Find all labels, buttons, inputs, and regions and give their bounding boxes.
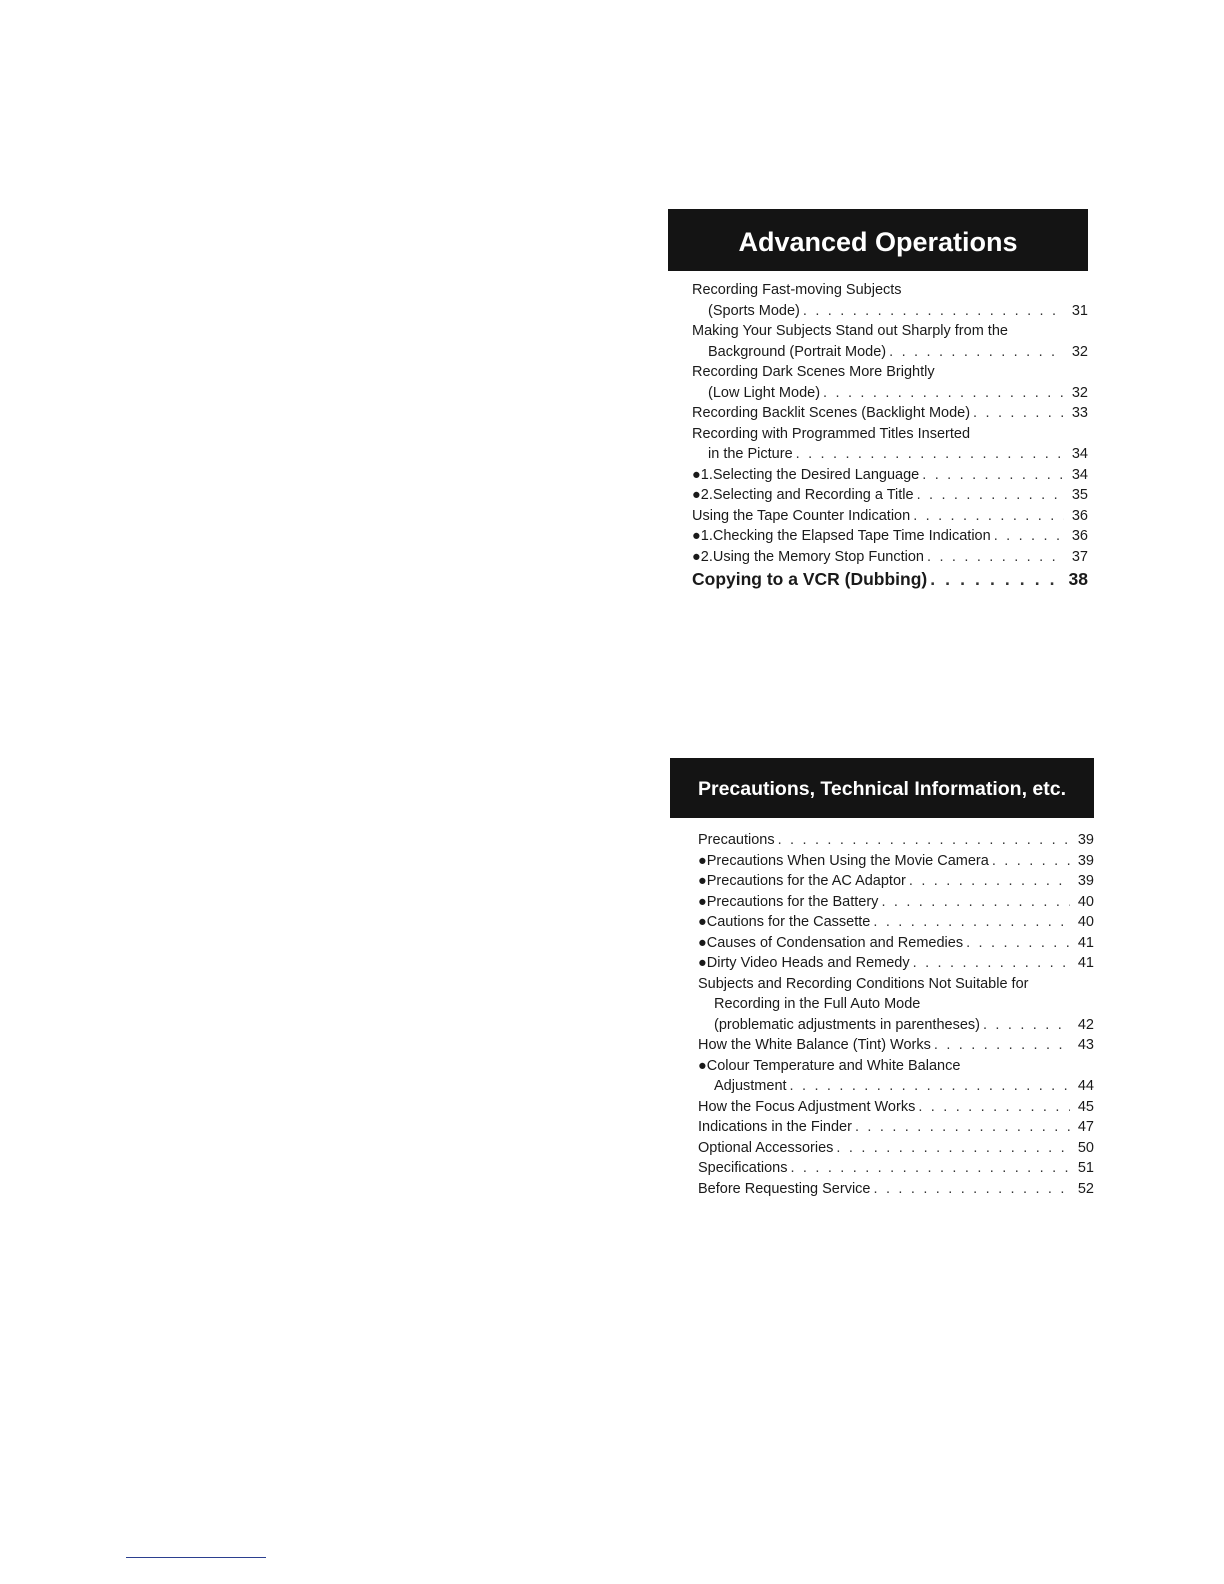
toc-leader-dots xyxy=(918,1097,1070,1118)
toc-leader-dots xyxy=(790,1076,1070,1097)
toc-entry-title: ●Causes of Condensation and Remedies xyxy=(698,934,964,951)
toc-entry-title: Recording Dark Scenes More Brightly xyxy=(692,364,935,380)
toc-entry xyxy=(692,547,1088,568)
toc-entry xyxy=(692,362,1088,383)
toc-leader-dots xyxy=(994,526,1064,547)
toc-entry xyxy=(698,1138,1094,1159)
toc-entry xyxy=(692,424,1088,445)
toc-entry-title: Using the Tape Counter Indication xyxy=(692,507,911,524)
advanced-operations-heading: Advanced Operations xyxy=(668,209,1088,271)
toc-entry xyxy=(692,465,1088,486)
toc-leader-dots xyxy=(922,465,1064,486)
toc-entry-title: Making Your Subjects Stand out Sharply from the xyxy=(692,323,1008,339)
toc-entry xyxy=(698,1097,1094,1118)
toc-entry xyxy=(692,485,1088,506)
toc-entry-title: (problematic adjustments in parentheses) xyxy=(714,1016,980,1033)
toc-entry xyxy=(692,321,1088,342)
toc-entry-title: Recording in the Full Auto Mode xyxy=(714,996,921,1012)
toc-entry xyxy=(692,567,1088,591)
toc-leader-dots xyxy=(874,1179,1071,1200)
toc-entry xyxy=(692,383,1088,404)
toc-entry-title: ●Cautions for the Cassette xyxy=(698,914,871,930)
toc-entry xyxy=(698,994,1094,1015)
toc-entry xyxy=(692,301,1088,322)
toc-entry-title: Recording Backlit Scenes (Backlight Mode) xyxy=(692,405,971,421)
toc-entry xyxy=(698,953,1094,974)
toc-page-number: 45 xyxy=(1077,1098,1094,1115)
toc-entry-title: in the Picture xyxy=(708,446,793,462)
toc-entry-title: Indications in the Finder xyxy=(698,1119,852,1135)
toc-page-number: 50 xyxy=(1077,1139,1094,1156)
toc-entry-title: (Low Light Mode) xyxy=(708,384,821,401)
toc-entry xyxy=(698,892,1094,913)
toc-page-number: 32 xyxy=(1071,343,1088,360)
toc-page-number: 31 xyxy=(1071,302,1088,319)
toc-leader-dots xyxy=(881,892,1070,913)
toc-page-number: 38 xyxy=(1068,569,1088,589)
toc-entry-title: ●Precautions for the Battery xyxy=(698,893,879,910)
precautions-section xyxy=(670,758,1094,1199)
toc-leader-dots xyxy=(855,1117,1070,1138)
advanced-operations-toc xyxy=(668,280,1088,591)
toc-entry xyxy=(692,403,1088,424)
toc-page-number: 41 xyxy=(1077,955,1094,971)
toc-page-number: 43 xyxy=(1077,1037,1094,1053)
toc-entry xyxy=(698,1076,1094,1097)
advanced-operations-section xyxy=(668,209,1088,591)
toc-entry xyxy=(698,912,1094,933)
toc-entry xyxy=(692,444,1088,465)
toc-page-number: 39 xyxy=(1077,852,1094,869)
toc-page-number: 39 xyxy=(1077,832,1094,848)
toc-leader-dots xyxy=(796,444,1064,465)
toc-entry-title: Adjustment xyxy=(714,1078,787,1094)
toc-leader-dots xyxy=(790,1158,1070,1179)
toc-leader-dots xyxy=(992,851,1070,872)
toc-entry-title: Precautions xyxy=(698,832,775,848)
toc-entry-title: Recording with Programmed Titles Inserted xyxy=(692,425,971,442)
toc-entry xyxy=(698,1179,1094,1200)
toc-page-number: 33 xyxy=(1071,405,1088,421)
toc-entry xyxy=(698,1117,1094,1138)
toc-page-number: 40 xyxy=(1077,914,1094,930)
toc-page-number: 42 xyxy=(1077,1016,1094,1033)
toc-entry-title: Specifications xyxy=(698,1160,788,1176)
toc-leader-dots xyxy=(913,953,1070,974)
toc-leader-dots xyxy=(823,383,1064,404)
toc-entry-title: ●Precautions When Using the Movie Camera xyxy=(698,852,989,869)
toc-entry xyxy=(692,506,1088,527)
toc-entry xyxy=(698,871,1094,892)
toc-entry xyxy=(692,342,1088,363)
toc-entry xyxy=(698,851,1094,872)
toc-leader-dots xyxy=(913,506,1064,527)
toc-entry-title: ●2.Selecting and Recording a Title xyxy=(692,487,914,503)
toc-entry-title: Subjects and Recording Conditions Not Suitable for xyxy=(698,975,1029,992)
toc-page-number: 36 xyxy=(1071,528,1088,544)
toc-entry-title: Before Requesting Service xyxy=(698,1180,871,1197)
toc-entry xyxy=(698,1158,1094,1179)
toc-entry-title: How the White Balance (Tint) Works xyxy=(698,1037,931,1053)
toc-entry xyxy=(692,526,1088,547)
toc-page-number: 44 xyxy=(1077,1078,1094,1094)
footer-rule xyxy=(126,1557,266,1558)
toc-leader-dots xyxy=(927,547,1064,568)
toc-page-number: 47 xyxy=(1077,1119,1094,1135)
toc-leader-dots xyxy=(973,403,1064,424)
toc-page-number: 34 xyxy=(1071,466,1088,483)
toc-entry xyxy=(698,1035,1094,1056)
toc-page-number: 37 xyxy=(1071,548,1088,565)
toc-leader-dots xyxy=(889,342,1064,363)
toc-page-number: 34 xyxy=(1071,446,1088,462)
toc-entry-title: Background (Portrait Mode) xyxy=(708,343,887,360)
toc-leader-dots xyxy=(983,1015,1070,1036)
toc-entry-title: ●Colour Temperature and White Balance xyxy=(698,1057,961,1074)
toc-leader-dots xyxy=(873,912,1070,933)
toc-page-number: 52 xyxy=(1077,1180,1094,1197)
toc-entry-title: Recording Fast-moving Subjects xyxy=(692,282,902,298)
toc-leader-dots xyxy=(778,830,1070,851)
toc-entry xyxy=(698,830,1094,851)
toc-entry-title: Copying to a VCR (Dubbing) xyxy=(692,569,928,589)
toc-entry-title: ●Precautions for the AC Adaptor xyxy=(698,873,906,889)
toc-entry-title: (Sports Mode) xyxy=(708,302,800,319)
toc-page-number: 39 xyxy=(1077,873,1094,889)
toc-page-number: 41 xyxy=(1077,934,1094,951)
toc-entry-title: ●1.Checking the Elapsed Tape Time Indication xyxy=(692,528,991,544)
toc-page-number: 36 xyxy=(1071,507,1088,524)
toc-entry-title: ●2.Using the Memory Stop Function xyxy=(692,548,924,565)
toc-leader-dots xyxy=(909,871,1070,892)
toc-entry-title: Optional Accessories xyxy=(698,1139,834,1156)
toc-leader-dots xyxy=(934,1035,1070,1056)
toc-entry xyxy=(698,1015,1094,1036)
toc-leader-dots xyxy=(803,301,1064,322)
precautions-toc xyxy=(670,830,1094,1199)
precautions-heading: Precautions, Technical Information, etc. xyxy=(670,758,1094,818)
toc-leader-dots xyxy=(917,485,1064,506)
toc-page-number: 32 xyxy=(1071,384,1088,401)
toc-page-number: 35 xyxy=(1071,487,1088,503)
toc-entry xyxy=(698,1056,1094,1077)
toc-entry xyxy=(698,974,1094,995)
toc-page-number: 40 xyxy=(1077,893,1094,910)
toc-entry xyxy=(692,280,1088,301)
toc-entry-title: ●Dirty Video Heads and Remedy xyxy=(698,955,910,971)
toc-entry xyxy=(698,933,1094,954)
toc-leader-dots xyxy=(966,933,1070,954)
toc-entry-title: How the Focus Adjustment Works xyxy=(698,1098,916,1115)
toc-entry-title: ●1.Selecting the Desired Language xyxy=(692,466,920,483)
toc-page-number: 51 xyxy=(1077,1160,1094,1176)
toc-leader-dots xyxy=(930,567,1062,591)
toc-leader-dots xyxy=(836,1138,1070,1159)
